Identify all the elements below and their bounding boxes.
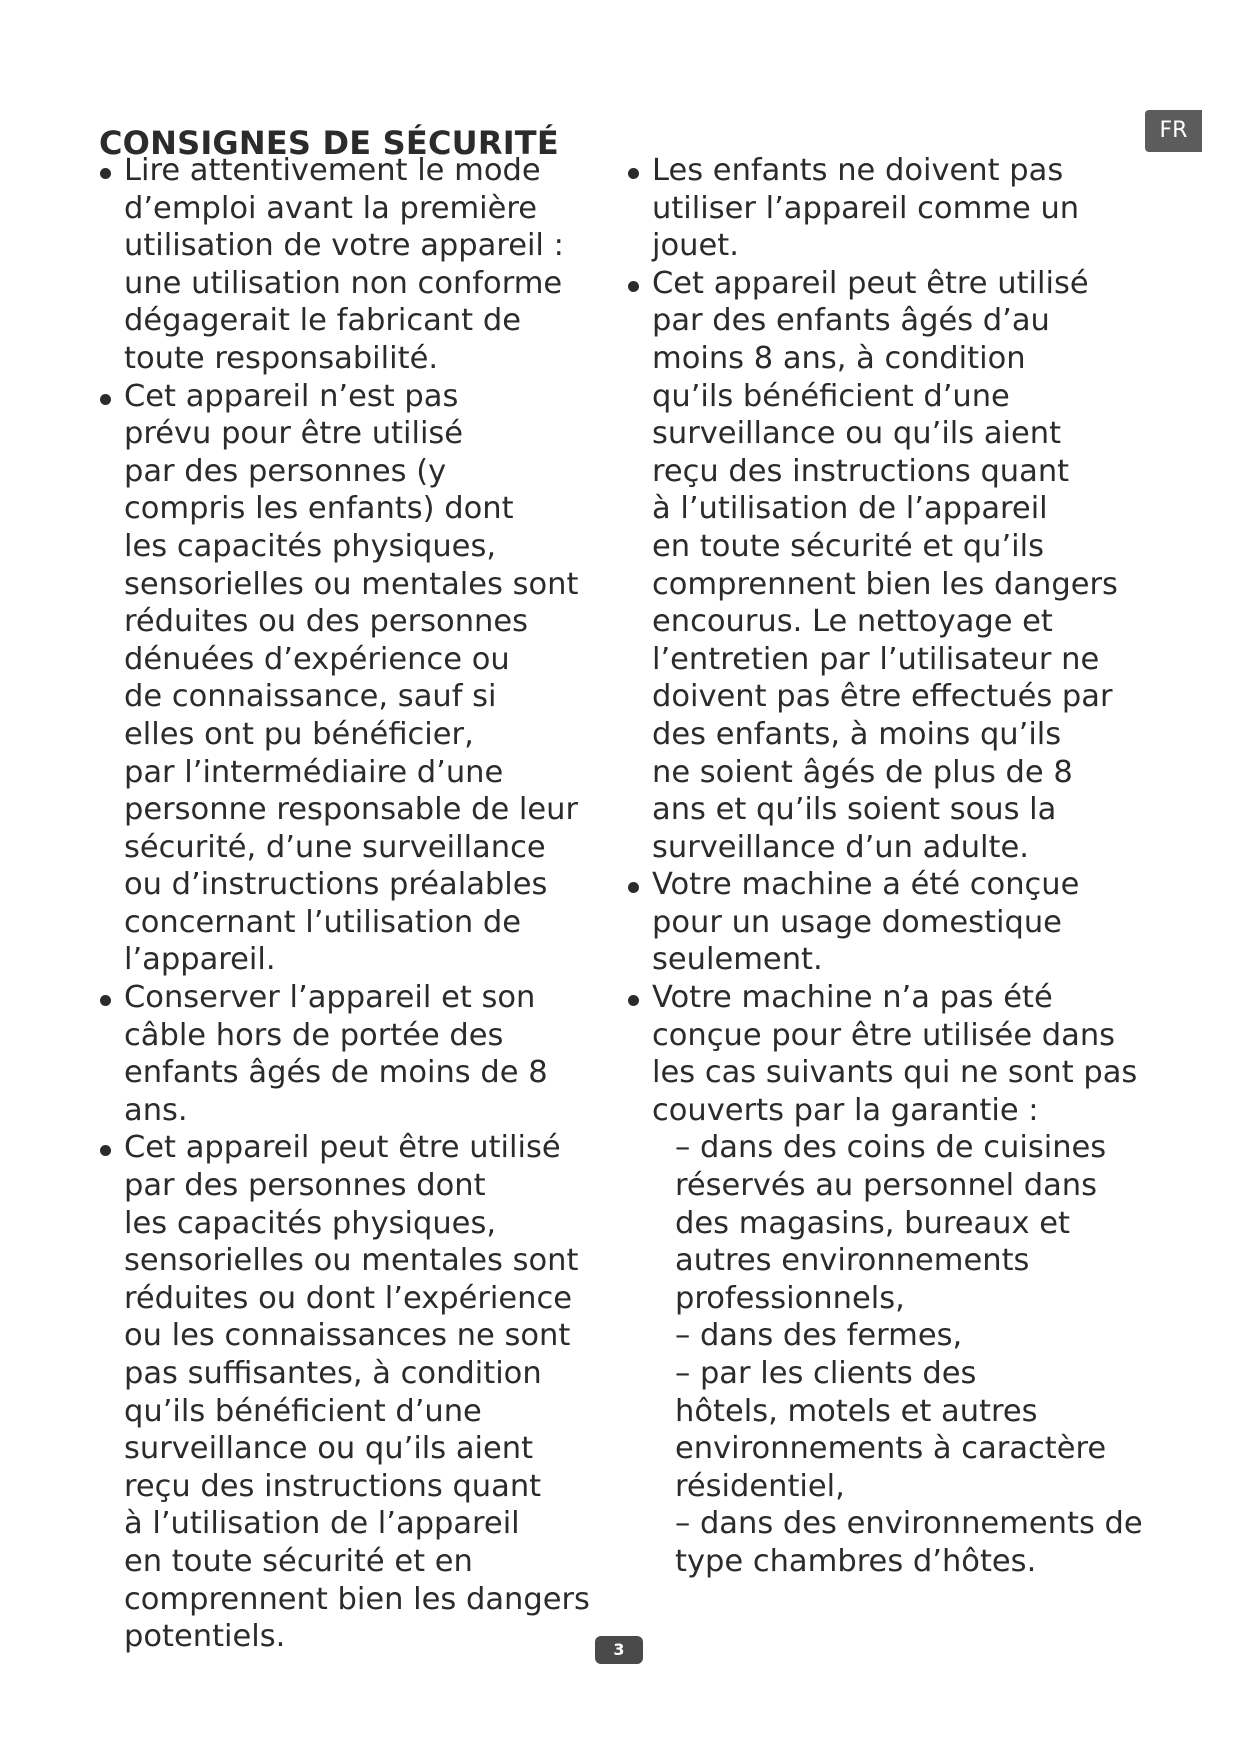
text-line: type chambres d’hôtes. xyxy=(675,1543,1037,1579)
sub-list-item xyxy=(652,1505,1147,1580)
text-line: comprennent bien les dangers xyxy=(652,566,1118,602)
bullet-item xyxy=(627,866,1147,979)
text-line: – par les clients des xyxy=(675,1356,977,1391)
bullet-item xyxy=(99,1129,599,1655)
text-line: les cas suivants qui ne sont pas xyxy=(652,1055,1138,1091)
text-line: surveillance ou qu’ils aient xyxy=(652,416,1062,452)
sub-list-item xyxy=(652,1129,1147,1317)
text-line: à l’utilisation de l’appareil xyxy=(124,1506,520,1542)
text-line: Lire attentivement le mode xyxy=(124,153,541,188)
text-line: l’entretien par l’utilisateur ne xyxy=(652,641,1100,677)
text-line: réservés au personnel dans xyxy=(675,1168,1098,1204)
text-line: ans. xyxy=(124,1092,188,1128)
text-line: jouet. xyxy=(652,228,739,264)
text-line: en toute sécurité et en xyxy=(124,1543,473,1579)
text-line: reçu des instructions quant xyxy=(652,453,1070,489)
bullet-dot-icon xyxy=(100,995,111,1006)
text-line: Votre machine n’a pas été xyxy=(652,980,1053,1016)
text-line: ans et qu’ils soient sous la xyxy=(652,792,1057,828)
text-line: couverts par la garantie : xyxy=(652,1092,1039,1128)
text-line: par l’intermédiaire d’une xyxy=(124,754,504,790)
text-line: seulement. xyxy=(652,942,823,978)
text-line: résidentiel, xyxy=(675,1468,845,1504)
text-line: réduites ou dont l’expérience xyxy=(124,1280,573,1316)
bullet-item xyxy=(99,378,599,980)
text-line: utiliser l’appareil comme un xyxy=(652,190,1080,226)
text-line: ne soient âgés de plus de 8 xyxy=(652,754,1073,790)
text-line: comprennent bien les dangers xyxy=(124,1581,590,1617)
bullet-item xyxy=(99,979,599,1129)
text-line: à l’utilisation de l’appareil xyxy=(652,491,1048,527)
bullet-dot-icon xyxy=(628,882,639,893)
text-line: compris les enfants) dont xyxy=(124,491,514,527)
right-column xyxy=(627,152,1147,1581)
bullet-dot-icon xyxy=(100,168,111,179)
text-line: surveillance ou qu’ils aient xyxy=(124,1431,534,1467)
text-line: des magasins, bureaux et xyxy=(675,1205,1070,1241)
text-line: l’appareil. xyxy=(124,942,276,978)
text-line: Les enfants ne doivent pas xyxy=(652,153,1064,188)
text-line: une utilisation non conforme xyxy=(124,265,563,301)
text-line: Cet appareil n’est pas xyxy=(124,378,459,414)
page-number: 3 xyxy=(595,1636,643,1664)
sub-list-item xyxy=(652,1355,1147,1505)
text-line: les capacités physiques, xyxy=(124,528,497,564)
text-line: moins 8 ans, à condition xyxy=(652,340,1026,376)
text-line: doivent pas être effectués par xyxy=(652,679,1113,715)
text-line: professionnels, xyxy=(675,1280,905,1316)
text-line: pas suffisantes, à condition xyxy=(124,1356,542,1391)
text-line: qu’ils bénéficient d’une xyxy=(652,378,1010,414)
text-line: toute responsabilité. xyxy=(124,340,439,376)
text-line: enfants âgés de moins de 8 xyxy=(124,1055,548,1091)
text-line: ou d’instructions préalables xyxy=(124,867,548,903)
sub-list-item xyxy=(652,1317,1147,1355)
bullet-dot-icon xyxy=(628,281,639,292)
text-line: concernant l’utilisation de xyxy=(124,904,522,940)
text-line: autres environnements xyxy=(675,1243,1030,1279)
text-line: Cet appareil peut être utilisé xyxy=(652,265,1089,301)
bullet-item xyxy=(627,979,1147,1581)
text-line: réduites ou des personnes xyxy=(124,604,529,640)
text-line: utilisation de votre appareil : xyxy=(124,228,564,264)
text-line: Conserver l’appareil et son xyxy=(124,980,536,1016)
text-line: hôtels, motels et autres xyxy=(675,1393,1038,1429)
text-line: de connaissance, sauf si xyxy=(124,679,497,715)
text-line: Cet appareil peut être utilisé xyxy=(124,1130,561,1166)
text-line: encourus. Le nettoyage et xyxy=(652,604,1053,640)
left-column xyxy=(99,152,599,1656)
text-line: environnements à caractère xyxy=(675,1431,1107,1467)
bullet-dot-icon xyxy=(100,394,111,405)
text-line: en toute sécurité et qu’ils xyxy=(652,528,1044,564)
page-title: CONSIGNES DE SÉCURITÉ xyxy=(99,124,559,163)
text-line: prévu pour être utilisé xyxy=(124,416,464,452)
text-line: ou les connaissances ne sont xyxy=(124,1318,571,1354)
bullet-item xyxy=(99,152,599,378)
text-line: – dans des coins de cuisines xyxy=(675,1130,1107,1166)
text-line: elles ont pu bénéficier, xyxy=(124,716,474,752)
text-line: personne responsable de leur xyxy=(124,792,579,828)
text-line: sensorielles ou mentales sont xyxy=(124,1243,579,1279)
text-line: par des enfants âgés d’au xyxy=(652,303,1050,339)
bullet-dot-icon xyxy=(100,1145,111,1156)
text-line: les capacités physiques, xyxy=(124,1205,497,1241)
text-line: par des personnes dont xyxy=(124,1168,486,1204)
bullet-item xyxy=(627,152,1147,265)
text-line: potentiels. xyxy=(124,1619,286,1655)
text-line: câble hors de portée des xyxy=(124,1017,504,1053)
text-line: sécurité, d’une surveillance xyxy=(124,829,546,865)
bullet-item xyxy=(627,265,1147,867)
text-line: sensorielles ou mentales sont xyxy=(124,566,579,602)
text-line: par des personnes (y xyxy=(124,453,447,489)
text-line: des enfants, à moins qu’ils xyxy=(652,716,1062,752)
text-line: d’emploi avant la première xyxy=(124,190,538,226)
text-line: surveillance d’un adulte. xyxy=(652,829,1029,865)
text-line: conçue pour être utilisée dans xyxy=(652,1017,1116,1053)
text-line: – dans des environnements de xyxy=(675,1506,1143,1542)
bullet-dot-icon xyxy=(628,995,639,1006)
text-line: Votre machine a été conçue xyxy=(652,867,1080,903)
language-tab: FR xyxy=(1145,110,1202,152)
bullet-dot-icon xyxy=(628,168,639,179)
text-line: – dans des fermes, xyxy=(675,1318,963,1354)
text-line: qu’ils bénéficient d’une xyxy=(124,1393,482,1429)
text-line: dégagerait le fabricant de xyxy=(124,303,521,339)
text-line: pour un usage domestique xyxy=(652,904,1062,940)
text-line: reçu des instructions quant xyxy=(124,1468,542,1504)
text-line: dénuées d’expérience ou xyxy=(124,641,510,677)
